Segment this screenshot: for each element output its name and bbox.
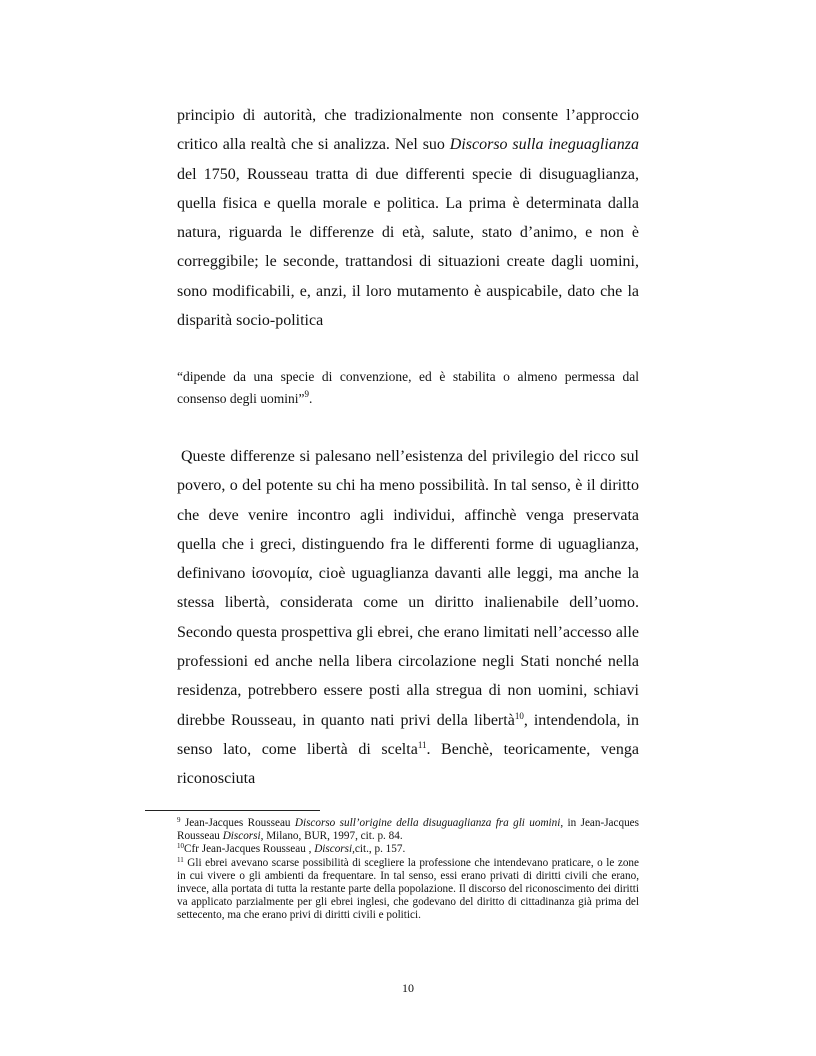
- book-title-discorso: Discorso sulla ineguaglianza: [449, 136, 639, 154]
- footnote-separator: [145, 810, 320, 811]
- footnote-10-text-b: cit., p. 157.: [354, 843, 406, 856]
- footnote-10-text-a: Cfr Jean-Jacques Rousseau ,: [184, 843, 315, 856]
- paragraph-1-text-a: principio di autorità, che tradizionalmente non consente l’approccio critico alla realtà che si analizza. Nel suo: [177, 107, 639, 154]
- footnote-9-text-a: Jean-Jacques Rousseau: [180, 817, 295, 829]
- footnotes: [177, 817, 639, 923]
- quote-text: “dipende da una specie di convenzione, ed è stabilita o almeno permessa dal consenso degli uomini”: [177, 369, 639, 406]
- paragraph-1-text-b: del 1750, Rousseau tratta di due differenti specie di disuguaglianza, quella fisica e quella morale e politica. La prima è determinata dalla natura, riguarda le differenze di età, salute, stato d’animo, e non è correggibile; le seconde, trattandosi di situazioni create dagli uomini, sono modificabili, e, anzi, il loro mutamento è auspicabile, dato che la disparità socio-politica: [177, 165, 639, 330]
- footnote-ref-10[interactable]: 10: [514, 710, 524, 721]
- body-paragraph-1: [177, 101, 639, 335]
- page-number: 10: [402, 981, 414, 995]
- footnote-10-number: 10: [177, 842, 184, 851]
- footnote-ref-11[interactable]: 11: [417, 739, 427, 750]
- footnote-9-book: Discorsi: [222, 830, 261, 843]
- footnote-9-title: Discorso sull’origine della disuguaglianza fra gli uomini: [294, 817, 561, 829]
- paragraph-2-text-c: . Benchè, teoricamente, venga riconosciuta: [177, 740, 640, 788]
- footnote-9-number: 9: [177, 816, 181, 824]
- footnote-10: [177, 843, 639, 856]
- paragraph-2-text-a: Queste differenze si palesano nell’esistenza del privilegio del ricco sul povero, o del potente su chi ha meno possibilità. In tal senso, è il diritto che deve venire incontro agli individui, affinchè venga preservata quella che i greci, distinguendo fra le differenti forme di uguaglianza, definivano ἰσονομία, cioè uguaglianza davanti alle leggi, ma anche la stessa libertà, considerata come un diritto inalienabile dell’uomo. Secondo questa prospettiva gli ebrei, che erano limitati nell’accesso alle professioni ed anche nella libera circolazione negli Stati nonché nella residenza, potrebbero essere posti alla stregua di non uomini, schiavi direbbe Rousseau, in quanto nati privi della libertà: [177, 448, 639, 729]
- footnote-9: [177, 817, 639, 843]
- footnote-ref-9[interactable]: 9: [304, 389, 309, 399]
- body-paragraph-2: [177, 442, 639, 794]
- footnote-9-text-b: , in Jean-Jacques Rousseau: [177, 817, 639, 843]
- footnote-10-book: Discorsi,: [314, 843, 355, 856]
- footnote-9-text-c: , Milano, BUR, 1997, cit. p. 84.: [260, 830, 403, 843]
- block-quote: [177, 366, 639, 410]
- footnote-11-text: Gli ebrei avevano scarse possibilità di scegliere la professione che intendevano praticare, o le zone in cui vivere o gli ambienti da frequentare. In tal senso, essi erano privati di diritti civili che erano, invece, alla portata di tutta la restante parte della popolazione. Il discorso del riconoscimento dei diritti va applicato parzialmente per gli ebrei inglesi, che godevano del diritto di cittadinanza già prima del settecento, ma che erano privi di diritti civili e politici.: [177, 856, 639, 922]
- footnote-11: [177, 857, 639, 923]
- paragraph-2-text-b: , intendendola, in senso lato, come libertà di scelta: [177, 711, 639, 758]
- footnote-11-number: 11: [177, 855, 184, 864]
- quote-end: .: [308, 391, 313, 406]
